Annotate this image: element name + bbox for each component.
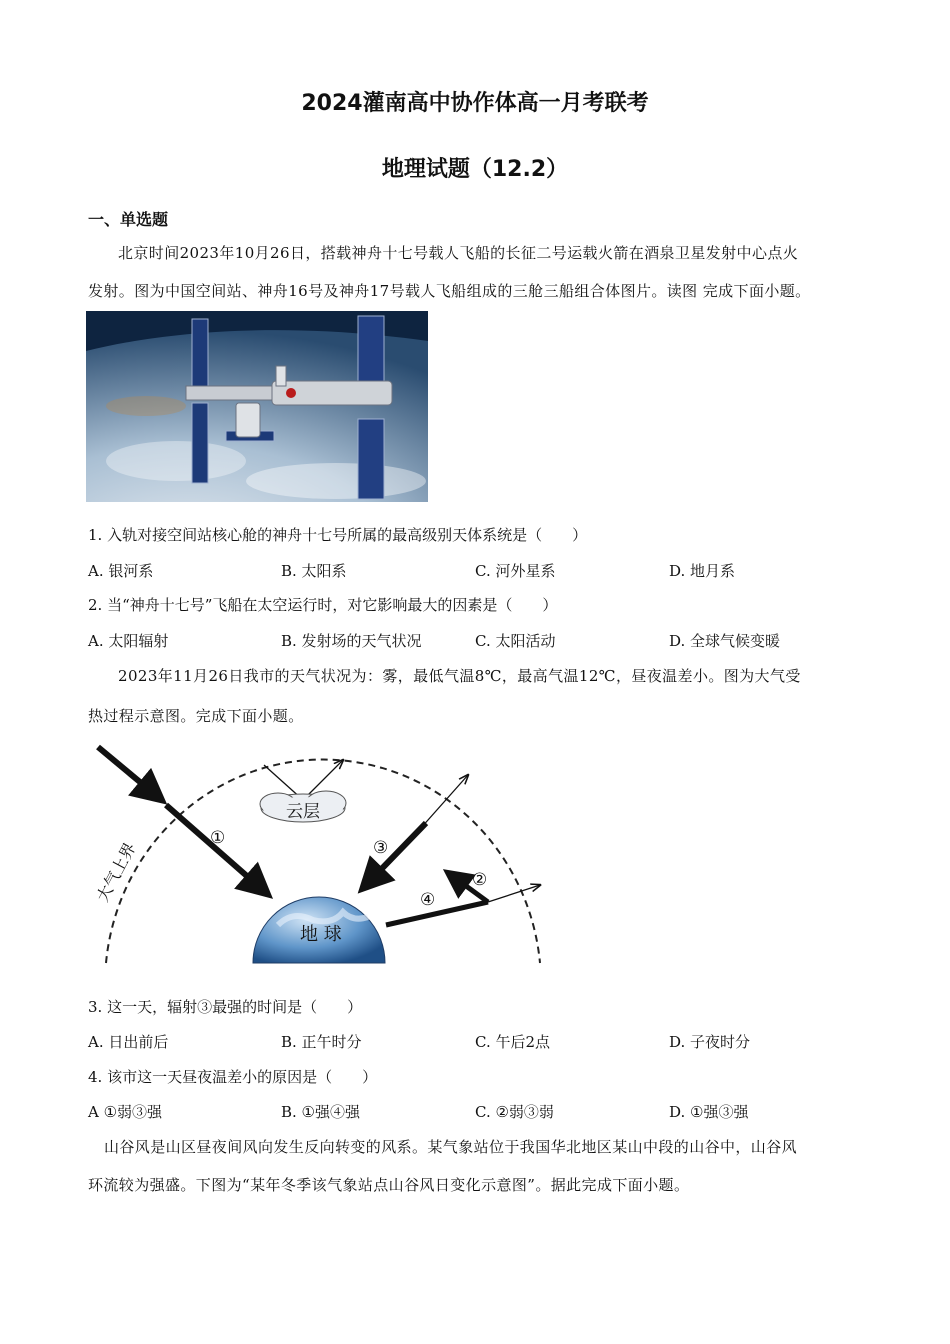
q1-option-b[interactable]: B. 太阳系 bbox=[281, 562, 347, 580]
intro1-line2: 发射。图为中国空间站、神舟16号及神舟17号载人飞船组成的三舱三船组合体图片。读图 完成下面小题。 bbox=[88, 282, 811, 300]
arrow-1-solar-radiation bbox=[98, 747, 158, 797]
q3-option-a[interactable]: A. 日出前后 bbox=[88, 1033, 169, 1051]
earth-label: 地 球 bbox=[300, 924, 342, 945]
question-4: 4. 该市这一天昼夜温差小的原因是（ ） bbox=[88, 1068, 378, 1086]
intro2-line1: 2023年11月26日我市的天气状况为：雾，最低气温8℃，最高气温12℃，昼夜温差小。图为大气受 bbox=[118, 667, 801, 685]
space-station-illustration bbox=[86, 311, 428, 502]
question-3: 3. 这一天，辐射③最强的时间是（ ） bbox=[88, 998, 363, 1016]
page-title: 2024灌南高中协作体高一月考联考 bbox=[301, 91, 649, 116]
intro3-line2: 环流较为强盛。下图为“某年冬季该气象站点山谷风日变化示意图”。据此完成下面小题。 bbox=[88, 1176, 690, 1194]
q4-option-b[interactable]: B. ①强④强 bbox=[281, 1103, 361, 1121]
atmosphere-top-label: 大气上界 bbox=[92, 839, 140, 905]
marker-4: ④ bbox=[420, 890, 436, 910]
q3-option-c[interactable]: C. 午后2点 bbox=[475, 1033, 551, 1051]
marker-3: ③ bbox=[373, 838, 389, 858]
cloud-label: 云层 bbox=[286, 802, 320, 822]
question-1: 1. 入轨对接空间站核心舱的神舟十七号所属的最高级别天体系统是（ ） bbox=[88, 526, 588, 544]
q3-option-d[interactable]: D. 子夜时分 bbox=[669, 1033, 751, 1051]
q2-option-b[interactable]: B. 发射场的天气状况 bbox=[281, 632, 422, 650]
intro3-line1: 山谷风是山区昼夜间风向发生反向转变的风系。某气象站位于我国华北地区某山中段的山谷中，山谷风 bbox=[104, 1138, 798, 1156]
intro1-line1: 北京时间2023年10月26日，搭载神舟十七号载人飞船的长征二号运载火箭在酒泉卫星发射中心点火 bbox=[118, 244, 799, 262]
q3-option-b[interactable]: B. 正午时分 bbox=[281, 1033, 362, 1051]
atmosphere-heating-diagram bbox=[88, 735, 558, 965]
section-heading: 一、单选题 bbox=[88, 210, 169, 229]
q2-option-c[interactable]: C. 太阳活动 bbox=[475, 632, 556, 650]
page-subtitle: 地理试题（12.2） bbox=[381, 157, 569, 182]
q1-option-c[interactable]: C. 河外星系 bbox=[475, 562, 556, 580]
arrow-4-ground-radiation bbox=[386, 902, 488, 925]
q2-option-a[interactable]: A. 太阳辐射 bbox=[88, 632, 169, 650]
space-station-photo bbox=[86, 311, 428, 502]
q4-option-a[interactable]: A ①弱③强 bbox=[88, 1103, 163, 1121]
q2-option-d[interactable]: D. 全球气候变暖 bbox=[669, 632, 781, 650]
q1-option-d[interactable]: D. 地月系 bbox=[669, 562, 736, 580]
marker-2: ② bbox=[472, 870, 488, 890]
q4-option-d[interactable]: D. ①强③强 bbox=[669, 1103, 749, 1121]
marker-1: ① bbox=[210, 828, 226, 848]
q1-option-a[interactable]: A. 银河系 bbox=[88, 562, 154, 580]
intro2-line2: 热过程示意图。完成下面小题。 bbox=[88, 707, 304, 725]
q4-option-c[interactable]: C. ②弱③弱 bbox=[475, 1103, 554, 1121]
question-2: 2. 当“神舟十七号”飞船在太空运行时，对它影响最大的因素是（ ） bbox=[88, 596, 558, 614]
